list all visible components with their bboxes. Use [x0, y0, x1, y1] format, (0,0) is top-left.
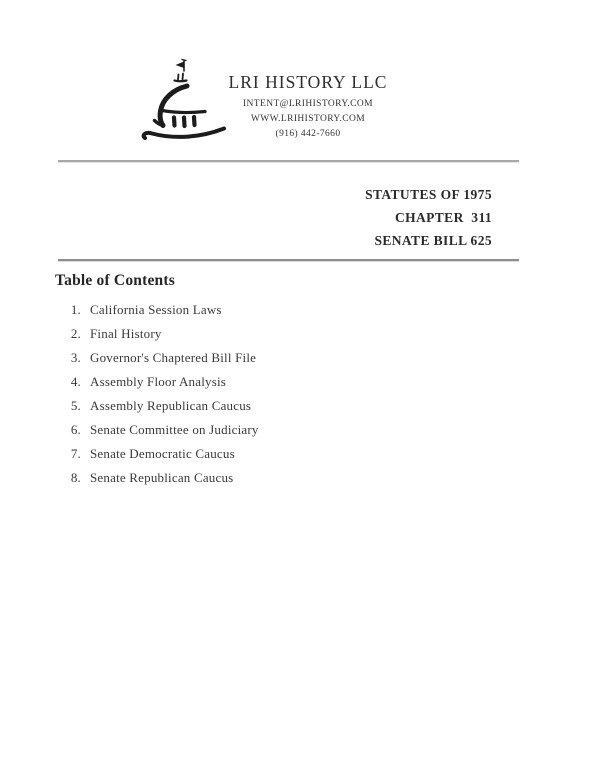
toc-item-label: Senate Democratic Caucus [90, 446, 235, 461]
company-logo [137, 58, 232, 144]
capitol-dome-icon [137, 58, 232, 144]
toc-item-number: 7. [70, 446, 81, 461]
toc-item-number: 1. [70, 302, 81, 317]
company-phone: (916) 442-7660 [275, 129, 341, 139]
toc-item-label: Assembly Republican Caucus [90, 398, 252, 413]
toc-item-number: 4. [70, 374, 81, 389]
toc-list [66, 302, 486, 494]
toc-item-number: 5. [70, 398, 81, 413]
toc-item-number: 3. [70, 350, 81, 365]
chapter-line: CHAPTER 311 [394, 210, 492, 225]
toc-item-number: 2. [70, 326, 81, 341]
toc-item [66, 446, 486, 470]
toc-item [66, 350, 486, 374]
toc-item [66, 422, 486, 446]
horizontal-rule-bottom [58, 259, 519, 261]
toc-item-number: 8. [70, 470, 81, 485]
toc-item-label: Final History [90, 326, 162, 341]
letterhead [222, 71, 394, 142]
toc-item-label: California Session Laws [90, 302, 222, 317]
company-contact [222, 97, 394, 142]
toc-item-label: Senate Republican Caucus [90, 470, 234, 485]
horizontal-rule-top [58, 160, 519, 162]
toc-item [66, 398, 486, 422]
toc-title: Table of Contents [55, 272, 175, 289]
toc-item [66, 470, 486, 494]
company-email: INTENT@LRIHISTORY.COM [242, 99, 373, 109]
senate-bill-line: SENATE BILL 625 [374, 233, 492, 248]
company-name: LRI HISTORY LLC [228, 72, 388, 92]
toc-item [66, 302, 486, 326]
bill-reference-block [292, 183, 492, 252]
toc-item-label: Assembly Floor Analysis [90, 374, 227, 389]
toc-item-label: Governor's Chaptered Bill File [90, 350, 257, 365]
company-website: WWW.LRIHISTORY.COM [250, 114, 366, 124]
toc-item [66, 374, 486, 398]
statutes-line: STATUTES OF 1975 [365, 187, 492, 202]
toc-item-label: Senate Committee on Judiciary [90, 422, 259, 437]
toc-item [66, 326, 486, 350]
toc-item-number: 6. [70, 422, 81, 437]
